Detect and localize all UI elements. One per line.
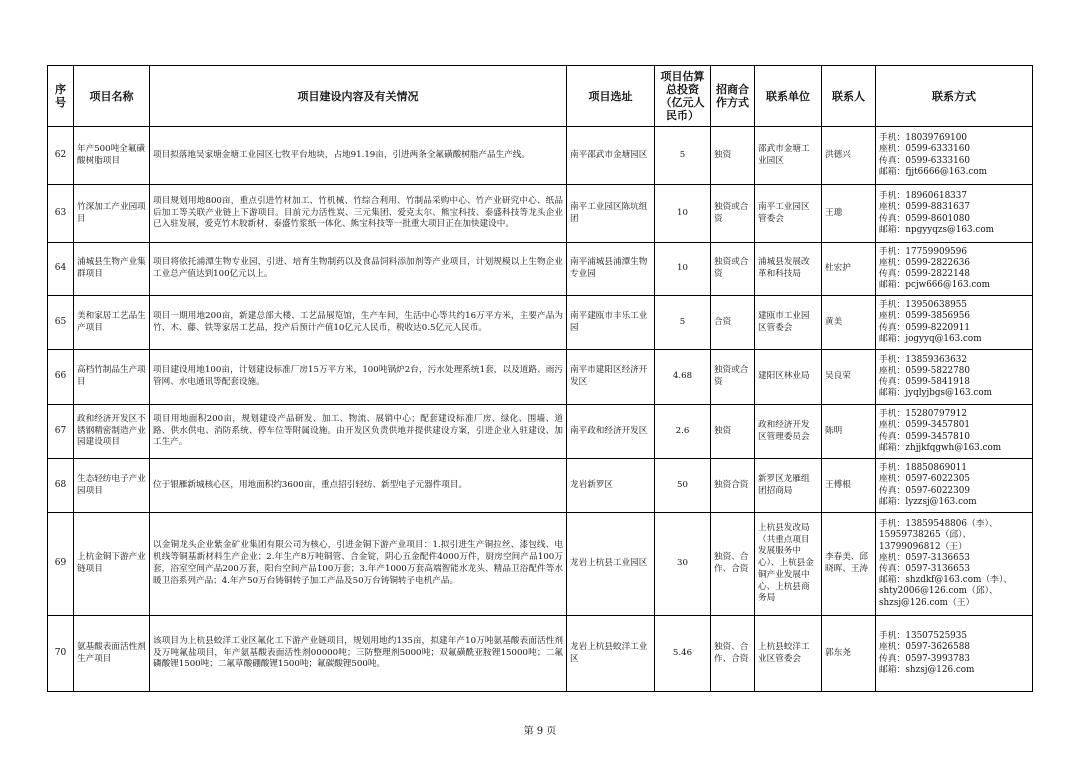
cell-content: 以金铜龙头企业紫金矿业集团有限公司为核心，引进金铜下游产业项目：1.拟引进生产铜拉丝、漆包线、电机线等铜基新材料生产企业；2.年生产8万吨铜管、合金锭，阴心五金配件4000万件，厨房空间产品100万套，浴室空间产品200万套，阳台空间产品100万套；3.年产1000万套高端智能水龙头、精品卫浴配件等水暖卫浴系列产品；4.年产50万台铸铜转子加工产品及50万台铸铜转子电机产品。 bbox=[150, 513, 567, 616]
cell-person: 王傅根 bbox=[822, 459, 876, 513]
cell-content: 项目建设用地100亩，计划建设标准厂房15万平方米，100吨锅炉2台，污水处理系统1套，以及道路、雨污管网、水电通讯等配套设施。 bbox=[150, 350, 567, 405]
cell-contact: 手机：13859363632 座机：0599-5822780 传真：0599-5841918 邮箱：jyqlyjbgs@163.com bbox=[876, 350, 1033, 405]
cell-invest: 10 bbox=[655, 185, 711, 243]
cell-site: 南平政和经济开发区 bbox=[567, 405, 655, 459]
cell-site: 龙岩上杭县蛟洋工业区 bbox=[567, 616, 655, 692]
cell-person: 洪德兴 bbox=[822, 127, 876, 185]
cell-name: 竹深加工产业园项目 bbox=[74, 185, 150, 243]
header-invest: 项目估算总投资（亿元人民币） bbox=[655, 66, 711, 127]
cell-person: 李春美、邱晓晖、王涛 bbox=[822, 513, 876, 616]
cell-name: 生态轻纺电子产业园项目 bbox=[74, 459, 150, 513]
header-content: 项目建设内容及有关情况 bbox=[150, 66, 567, 127]
cell-contact: 手机：13950638955 座机：0599-3856956 传真：0599-8220911 邮箱：jogyyq@163.com bbox=[876, 296, 1033, 350]
table-row bbox=[48, 405, 1033, 459]
cell-contact: 手机：13859548806（李）、15959738265（邱）、13799096812（王） 座机：0597-3136653 传真：0597-3136653 邮箱：shzdkf@163.com（李）、shty2006@126.com（邱）、shzsj@126.com（王） bbox=[876, 513, 1033, 616]
cell-seq: 66 bbox=[48, 350, 74, 405]
table-row bbox=[48, 616, 1033, 692]
cell-name: 浦城县生物产业集群项目 bbox=[74, 243, 150, 296]
cell-mode: 独资或合资 bbox=[711, 350, 755, 405]
cell-seq: 62 bbox=[48, 127, 74, 185]
header-unit: 联系单位 bbox=[755, 66, 822, 127]
table-row bbox=[48, 127, 1033, 185]
cell-invest: 5 bbox=[655, 296, 711, 350]
header-person: 联系人 bbox=[822, 66, 876, 127]
cell-person: 杜宏护 bbox=[822, 243, 876, 296]
cell-content: 项目拟落地吴家塘金塘工业园区七牧平台地块，占地91.19亩，引进两条全氟磺酸树脂产品生产线。 bbox=[150, 127, 567, 185]
cell-person: 黄美 bbox=[822, 296, 876, 350]
cell-unit: 政和经济开发区管理委员会 bbox=[755, 405, 822, 459]
cell-invest: 2.6 bbox=[655, 405, 711, 459]
cell-contact: 手机：15280797912 座机：0599-3457801 传真：0599-3457810 邮箱：zhjjkfqgwh@163.com bbox=[876, 405, 1033, 459]
cell-mode: 独资、合作、合资 bbox=[711, 513, 755, 616]
cell-name: 美和家居工艺品生产项目 bbox=[74, 296, 150, 350]
cell-name: 氨基酸表面活性剂生产项目 bbox=[74, 616, 150, 692]
cell-invest: 10 bbox=[655, 243, 711, 296]
cell-seq: 68 bbox=[48, 459, 74, 513]
cell-unit: 浦城县发展改革和科技局 bbox=[755, 243, 822, 296]
cell-site: 南平浦城县浦潭生物专业园 bbox=[567, 243, 655, 296]
cell-seq: 69 bbox=[48, 513, 74, 616]
cell-unit: 建阳区林业局 bbox=[755, 350, 822, 405]
cell-unit: 邵武市金塘工业园区 bbox=[755, 127, 822, 185]
cell-person: 陈明 bbox=[822, 405, 876, 459]
cell-seq: 65 bbox=[48, 296, 74, 350]
cell-content: 项目用地面积200亩，规划建设产品研发、加工、物流、展销中心；配套建设标准厂房、绿化、围墙、道路、供水供电、消防系统、停车位等附属设施。由开发区负责供地并提供建设方案，引进企业入驻建设、加工生产。 bbox=[150, 405, 567, 459]
page-number: 第 9 页 bbox=[523, 726, 557, 737]
cell-contact: 手机：17759909596 座机：0599-2822636 传真：0599-2822148 邮箱：pcjw666@163.com bbox=[876, 243, 1033, 296]
cell-person: 郭东尧 bbox=[822, 616, 876, 692]
table-row bbox=[48, 296, 1033, 350]
cell-unit: 上杭县蛟洋工业区管委会 bbox=[755, 616, 822, 692]
cell-site: 南平建瓯市丰乐工业园 bbox=[567, 296, 655, 350]
cell-invest: 5 bbox=[655, 127, 711, 185]
cell-invest: 30 bbox=[655, 513, 711, 616]
cell-mode: 独资或合资 bbox=[711, 243, 755, 296]
header-name: 项目名称 bbox=[74, 66, 150, 127]
cell-seq: 64 bbox=[48, 243, 74, 296]
cell-site: 龙岩上杭县工业园区 bbox=[567, 513, 655, 616]
header-site: 项目选址 bbox=[567, 66, 655, 127]
cell-invest: 4.68 bbox=[655, 350, 711, 405]
cell-mode: 独资或合资 bbox=[711, 185, 755, 243]
project-table bbox=[47, 65, 1033, 692]
cell-person: 王璁 bbox=[822, 185, 876, 243]
cell-contact: 手机：18039769100 座机：0599-6333160 传真：0599-6333160 邮箱：fjjt6666@163.com bbox=[876, 127, 1033, 185]
cell-content: 项目将依托浦潭生物专业园，引进、培育生物制药以及食品饲料添加剂等产业项目，计划规模以上生物企业工业总产值达到100亿元以上。 bbox=[150, 243, 567, 296]
cell-name: 政和经济开发区不锈钢精密制造产业园建设项目 bbox=[74, 405, 150, 459]
cell-content: 位于银雁新城核心区，用地面积约3600亩，重点招引轻纺、新型电子元器件项目。 bbox=[150, 459, 567, 513]
cell-content: 项目一期用地200亩，新建总部大楼、工艺品展览馆，生产车间，生活中心等共约16万平方米，主要产品为竹、木、藤、铁等家居工艺品，投产后预计产值10亿元人民币，税收达0.5亿元人民币。 bbox=[150, 296, 567, 350]
header-seq: 序号 bbox=[48, 66, 74, 127]
table-row bbox=[48, 243, 1033, 296]
cell-mode: 独资 bbox=[711, 405, 755, 459]
table-row bbox=[48, 459, 1033, 513]
cell-name: 年产500吨全氟磺酸树脂项目 bbox=[74, 127, 150, 185]
cell-unit: 新罗区龙雁组团招商局 bbox=[755, 459, 822, 513]
cell-mode: 独资、合作、合资 bbox=[711, 616, 755, 692]
cell-unit: 建瓯市工业园区管委会 bbox=[755, 296, 822, 350]
cell-content: 该项目为上杭县蛟洋工业区氟化工下游产业链项目，规划用地约135亩，拟建年产10万吨氨基酸表面活性剂及万吨氟盐项目，年产氨基酸表面活性剂00000吨；三防整理剂5000吨；双氟磺酰亚胺锂15000吨；二氟磷酸锂1500吨；二氟草酸硼酸锂1500吨；氟碳酸锂500吨。 bbox=[150, 616, 567, 692]
cell-mode: 独资合资 bbox=[711, 459, 755, 513]
cell-mode: 合资 bbox=[711, 296, 755, 350]
cell-contact: 手机：18850869011 座机：0597-6022305 传真：0597-6022309 邮箱：lyzzsj@163.com bbox=[876, 459, 1033, 513]
cell-mode: 独资 bbox=[711, 127, 755, 185]
cell-name: 上杭金铜下游产业链项目 bbox=[74, 513, 150, 616]
cell-seq: 67 bbox=[48, 405, 74, 459]
table-row bbox=[48, 350, 1033, 405]
cell-content: 项目规划用地800亩，重点引进竹材加工、竹机械、竹综合利用、竹制品采购中心、竹产业研究中心、纸品后加工等关联产业链上下游项目。目前元力活性炭、三元集团、爱克太尔、熊宝科技、泰盛科技等龙头企业已入驻发展，爱克竹木胶新材、泰盛竹浆纸一体化、熊宝科技等一批重大项目正在加快建设中。 bbox=[150, 185, 567, 243]
cell-person: 吴良荣 bbox=[822, 350, 876, 405]
cell-unit: 上杭县发改局（共重点项目发展服务中心）、上杭县金铜产业发展中心、上杭县商务局 bbox=[755, 513, 822, 616]
header-contact: 联系方式 bbox=[876, 66, 1033, 127]
cell-contact: 手机：18960618337 座机：0599-8831637 传真：0599-8601080 邮箱：npgyyqzs@163.com bbox=[876, 185, 1033, 243]
table-row bbox=[48, 513, 1033, 616]
cell-seq: 63 bbox=[48, 185, 74, 243]
cell-name: 高档竹制品生产项目 bbox=[74, 350, 150, 405]
cell-invest: 50 bbox=[655, 459, 711, 513]
cell-seq: 70 bbox=[48, 616, 74, 692]
cell-site: 龙岩新罗区 bbox=[567, 459, 655, 513]
cell-site: 南平工业园区陈坑组团 bbox=[567, 185, 655, 243]
cell-unit: 南平工业园区管委会 bbox=[755, 185, 822, 243]
header-mode: 招商合作方式 bbox=[711, 66, 755, 127]
table-header-row bbox=[48, 66, 1033, 127]
cell-invest: 5.46 bbox=[655, 616, 711, 692]
cell-site: 南平邵武市金塘园区 bbox=[567, 127, 655, 185]
cell-site: 南平市建阳区经济开发区 bbox=[567, 350, 655, 405]
table-row bbox=[48, 185, 1033, 243]
cell-contact: 手机：13507525935 座机：0597-3626588 传真：0597-3993783 邮箱：shzsj@126.com bbox=[876, 616, 1033, 692]
